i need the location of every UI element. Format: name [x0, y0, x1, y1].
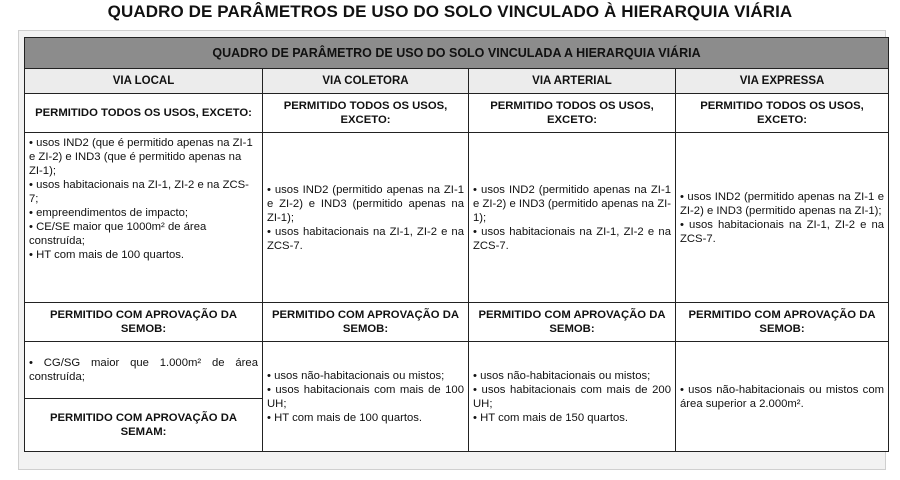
section-header-exceto: PERMITIDO TODOS OS USOS, EXCETO: — [469, 94, 676, 133]
table-banner: QUADRO DE PARÂMETRO DE USO DO SOLO VINCULADA A HIERARQUIA VIÁRIA — [25, 38, 889, 69]
exceptions-cell-via-arterial — [469, 133, 676, 303]
list-item: • usos habitacionais na ZI-1, ZI-2 e na ZCS-7. — [473, 225, 671, 252]
list-item: • CE/SE maior que 1000m² de área construída; — [29, 221, 207, 247]
section-header-exceto: PERMITIDO TODOS OS USOS, EXCETO: — [25, 94, 263, 133]
list-item: • usos não-habitacionais ou mistos; — [473, 369, 651, 382]
section-header-exceto: PERMITIDO TODOS OS USOS, EXCETO: — [676, 94, 889, 133]
list-item: • usos IND2 (permitido apenas na ZI-1 e ZI-2) e IND3 (permitido apenas na ZI-1); — [473, 183, 671, 224]
exceptions-cell-via-local — [25, 133, 263, 303]
semob-cell-via-local — [25, 342, 263, 399]
list-item: • usos habitacionais com mais de 100 UH; — [267, 383, 464, 410]
list-item: • HT com mais de 100 quartos. — [29, 249, 185, 261]
section-header-semob: PERMITIDO COM APROVAÇÃO DA SEMOB: — [263, 303, 469, 342]
list-item: • usos habitacionais com mais de 200 UH; — [473, 383, 671, 410]
parameters-table — [24, 37, 889, 452]
list-item: • usos não-habitacionais ou mistos; — [267, 369, 445, 382]
exceptions-cell-via-coletora — [263, 133, 469, 303]
section-header-exceto: PERMITIDO TODOS OS USOS, EXCETO: — [263, 94, 469, 133]
list-item: • empreendimentos de impacto; — [29, 207, 189, 219]
list-item: • usos habitacionais na ZI-1, ZI-2 e na ZCS-7; — [29, 179, 249, 205]
section-header-semob: PERMITIDO COM APROVAÇÃO DA SEMOB: — [469, 303, 676, 342]
list-item: • CG/SG maior que 1.000m² de área construída; — [29, 357, 258, 383]
semob-cell-via-coletora — [263, 342, 469, 452]
list-item: • HT com mais de 100 quartos. — [267, 411, 423, 424]
page-title: QUADRO DE PARÂMETROS DE USO DO SOLO VINCULADO À HIERARQUIA VIÁRIA — [107, 2, 793, 21]
list-item: • usos IND2 (permitido apenas na ZI-1 e ZI-2) e IND3 (permitido apenas na ZI-1); — [680, 190, 885, 217]
section-header-semob: PERMITIDO COM APROVAÇÃO DA SEMOB: — [676, 303, 889, 342]
section-header-semam: PERMITIDO COM APROVAÇÃO DA SEMAM: — [25, 399, 263, 452]
list-item: • usos habitacionais na ZI-1, ZI-2 e na ZCS-7. — [267, 225, 464, 252]
semob-cell-via-expressa — [676, 342, 889, 452]
column-header-via-local: VIA LOCAL — [25, 69, 263, 94]
column-header-via-coletora: VIA COLETORA — [263, 69, 469, 94]
section-header-semob: PERMITIDO COM APROVAÇÃO DA SEMOB: — [25, 303, 263, 342]
list-item: • HT com mais de 150 quartos. — [473, 411, 629, 424]
list-item: • usos habitacionais na ZI-1, ZI-2 e na ZCS-7. — [680, 218, 885, 245]
list-item: • usos não-habitacionais ou mistos com área superior a 2.000m². — [680, 383, 885, 410]
exceptions-cell-via-expressa — [676, 133, 889, 303]
list-item: • usos IND2 (que é permitido apenas na ZI-1 e ZI-2) e IND3 (que é permitido apenas na ZI-1); — [29, 137, 253, 177]
column-header-via-arterial: VIA ARTERIAL — [469, 69, 676, 94]
list-item: • usos IND2 (permitido apenas na ZI-1 e ZI-2) e IND3 (permitido apenas na ZI-1); — [267, 183, 464, 224]
semob-cell-via-arterial — [469, 342, 676, 452]
column-header-via-expressa: VIA EXPRESSA — [676, 69, 889, 94]
